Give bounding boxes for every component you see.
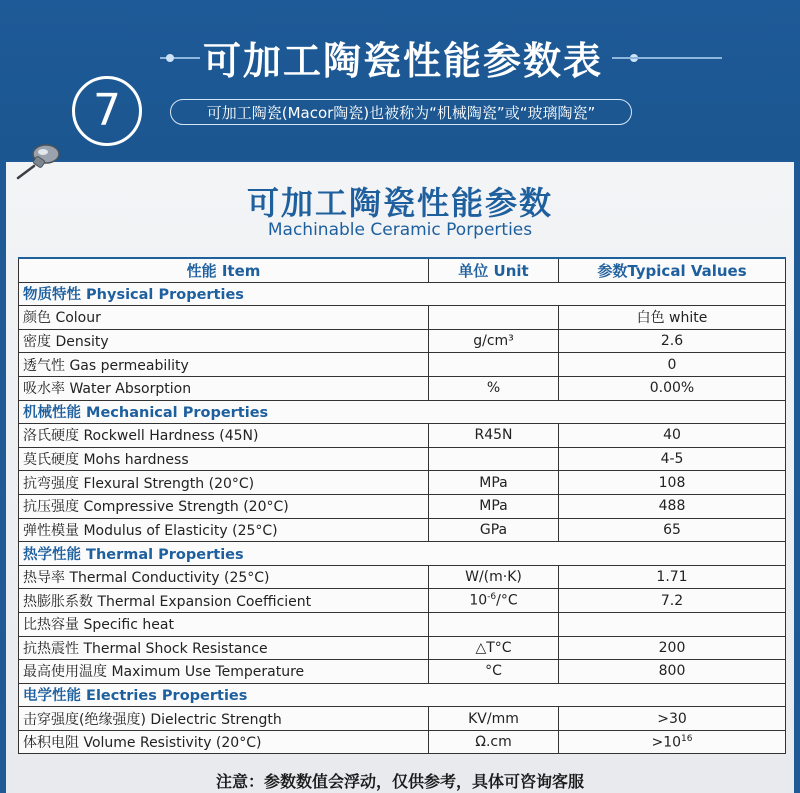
property-unit: Ω.cm [429, 730, 559, 754]
property-value [559, 612, 786, 636]
property-unit: △T°C [429, 636, 559, 660]
property-unit [429, 353, 559, 377]
property-value: 200 [559, 636, 786, 660]
property-unit: W/(m·K) [429, 565, 559, 589]
property-name: 洛氏硬度 Rockwell Hardness (45N) [19, 424, 429, 448]
table-row [19, 424, 786, 448]
property-value: >30 [559, 707, 786, 731]
section-row [19, 683, 786, 707]
table-row [19, 447, 786, 471]
property-value: 4-5 [559, 447, 786, 471]
property-value: 108 [559, 471, 786, 495]
property-name: 最高使用温度 Maximum Use Temperature [19, 660, 429, 684]
header-item: 性能 Item [19, 258, 429, 282]
property-value: 7.2 [559, 589, 786, 613]
table-row [19, 471, 786, 495]
property-unit: °C [429, 660, 559, 684]
table-row [19, 353, 786, 377]
property-name: 吸水率 Water Absorption [19, 376, 429, 400]
property-value: 0 [559, 353, 786, 377]
properties-table [18, 257, 786, 754]
table-row [19, 589, 786, 613]
title-dot-left [166, 54, 174, 62]
property-unit: g/cm³ [429, 329, 559, 353]
property-name: 抗压强度 Compressive Strength (20°C) [19, 494, 429, 518]
unit-exponent: -6 [487, 592, 497, 603]
property-unit: % [429, 376, 559, 400]
table-row [19, 376, 786, 400]
section-title: 物质特性 Physical Properties [19, 282, 786, 306]
header-value: 参数Typical Values [559, 258, 786, 282]
property-name: 抗热震性 Thermal Shock Resistance [19, 636, 429, 660]
value-base: >10 [651, 734, 682, 751]
page-title: 可加工陶瓷性能参数表 [202, 39, 603, 83]
property-value [559, 730, 786, 754]
document-sheet [6, 162, 794, 793]
property-value: 40 [559, 424, 786, 448]
property-value: 白色 white [559, 306, 786, 330]
header-banner [0, 0, 800, 160]
section-row [19, 282, 786, 306]
property-name: 密度 Density [19, 329, 429, 353]
unit-tail: /°C [496, 592, 518, 609]
property-value: 65 [559, 518, 786, 542]
property-unit: KV/mm [429, 707, 559, 731]
property-unit [429, 612, 559, 636]
table-row [19, 306, 786, 330]
table-row [19, 660, 786, 684]
value-exponent: 16 [681, 733, 693, 744]
section-title: 电学性能 Electries Properties [19, 683, 786, 707]
table-row [19, 565, 786, 589]
pushpin-icon [12, 140, 64, 184]
table-row [19, 636, 786, 660]
section-number-badge: 7 [72, 76, 142, 146]
property-name: 击穿强度(绝缘强度) Dielectric Strength [19, 707, 429, 731]
unit-base: 10 [469, 592, 488, 609]
section-row [19, 542, 786, 566]
property-name: 透气性 Gas permeability [19, 353, 429, 377]
property-unit: GPa [429, 518, 559, 542]
property-unit [429, 589, 559, 613]
table-body [19, 282, 786, 754]
property-name: 热膨胀系数 Thermal Expansion Coefficient [19, 589, 429, 613]
table-header-row [19, 258, 786, 282]
section-row [19, 400, 786, 424]
property-unit [429, 447, 559, 471]
subtitle-pill: 可加工陶瓷(Macor陶瓷)也被称为“机械陶瓷”或“玻璃陶瓷” [170, 99, 632, 125]
property-name: 比热容量 Specific heat [19, 612, 429, 636]
table-row [19, 494, 786, 518]
property-name: 莫氏硬度 Mohs hardness [19, 447, 429, 471]
document-title: 可加工陶瓷性能参数 [246, 184, 553, 222]
property-value: 488 [559, 494, 786, 518]
table-row [19, 707, 786, 731]
property-value: 0.00% [559, 376, 786, 400]
table-row [19, 730, 786, 754]
property-unit [429, 306, 559, 330]
header-unit: 单位 Unit [429, 258, 559, 282]
section-title: 机械性能 Mechanical Properties [19, 400, 786, 424]
section-title: 热学性能 Thermal Properties [19, 542, 786, 566]
title-rule-right [612, 57, 722, 59]
table-row [19, 329, 786, 353]
property-value: 800 [559, 660, 786, 684]
property-value: 1.71 [559, 565, 786, 589]
property-name: 体积电阻 Volume Resistivity (20°C) [19, 730, 429, 754]
property-name: 热导率 Thermal Conductivity (25°C) [19, 565, 429, 589]
property-unit: MPa [429, 471, 559, 495]
table-row [19, 518, 786, 542]
property-name: 抗弯强度 Flexural Strength (20°C) [19, 471, 429, 495]
document-subtitle: Machinable Ceramic Porperties [267, 220, 533, 240]
property-unit: R45N [429, 424, 559, 448]
footnote: 注意：参数数值会浮动，仅供参考，具体可咨询客服 [215, 772, 584, 791]
property-value: 2.6 [559, 329, 786, 353]
property-name: 弹性模量 Modulus of Elasticity (25°C) [19, 518, 429, 542]
table-row [19, 612, 786, 636]
property-unit: MPa [429, 494, 559, 518]
property-name: 颜色 Colour [19, 306, 429, 330]
